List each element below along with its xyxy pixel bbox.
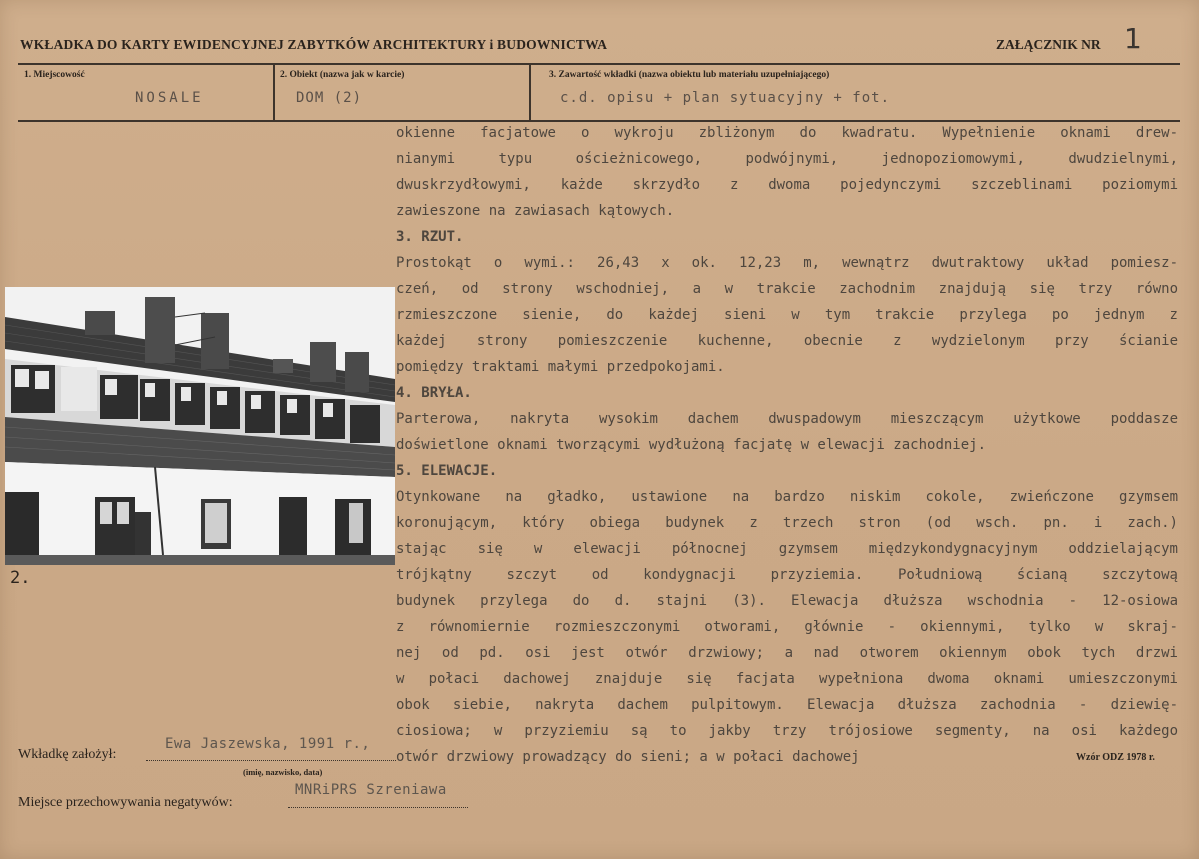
form-code: Wzór ODZ 1978 r. [1076,752,1155,763]
section-heading: 3. RZUT. [396,229,464,245]
text-line: rzmieszczone sienie, do każdej sieni w tym trakcie przylega po jednym z [396,307,1178,323]
building-photo-image [5,287,395,565]
header-rule [18,63,1180,65]
text-line: trójkątny szczyt od kondygnacji przyziemia. Południową ścianą szczytową [396,567,1178,583]
object-label: 2. Obiekt (nazwa jak w karcie) [280,70,405,80]
section-heading: 5. ELEWACJE. [396,463,498,479]
annex-label: ZAŁĄCZNIK NR [996,37,1101,52]
author-hint: (imię, nazwisko, data) [243,767,323,777]
section-heading: 4. BRYŁA. [396,385,472,401]
text-line: okienne facjatowe o wykroju zbliżonym do kwadratu. Wypełnienie oknami drew- [396,125,1178,141]
text-line: z równomiernie rozmieszczonymi otworami, głównie - okiennymi, tylko w skraj- [396,619,1178,635]
text-line: nej od pd. osi jest otwór drzwiowy; a nad otworem okiennym obok tych drzwi [396,645,1178,661]
text-line: obok siebie, nakryta dachem pulpitowym. Elewacja dłuższa zachodnia - dziewię- [396,697,1178,713]
text-line: Prostokąt o wymi.: 26,43 x ok. 12,23 m, wewnątrz dwutraktowy układ pomiesz- [396,255,1178,271]
contents-value: c.d. opisu + plan sytuacyjny + fot. [560,90,891,106]
author-line [146,760,396,761]
text-line: Parterowa, nakryta wysokim dachem dwuspadowym mieszczącym użytkowe poddasze [396,411,1178,427]
form-title: WKŁADKA DO KARTY EWIDENCYJNEJ ZABYTKÓW ARCHITEKTURY i BUDOWNICTWA [20,37,608,52]
text-line: doświetlone oknami tworzącymi wydłużoną facjatę w elewacji zachodniej. [396,437,987,453]
negatives-value: MNRiPRS Szreniawa [295,782,447,798]
contents-label: 3. Zawartość wkładki (nazwa obiektu lub materiału uzupełniającego) [549,70,830,80]
text-line: każdej strony pomieszczenie kuchenne, obecnie z wydzielonym przy ścianie [396,333,1178,349]
locality-value: NOSALE [135,90,204,106]
text-line: otwór drzwiowy prowadzący do sieni; a w połaci dachowej [396,749,860,765]
text-line: nianymi typu ościeżnicowego, podwójnymi, jednopoziomowymi, dwudzielnymi, [396,151,1178,167]
object-value: DOM (2) [296,90,363,106]
text-line: koronującym, który obiega budynek z trzech stron (od wsch. pn. i zach.) [396,515,1178,531]
text-line: w połaci dachowej znajduje się facjata wypełniona dwoma oknami umieszczonymi [396,671,1178,687]
text-line: budynek przylega do d. stajni (3). Elewacja dłuższa wschodnia - 12-osiowa [396,593,1178,609]
field-divider-1 [273,65,275,120]
negatives-label: Miejsce przechowywania negatywów: [18,795,233,810]
text-line: dwuskrzydłowymi, każde skrzydło z dwoma pojedynczymi szczeblinami poziomymi [396,177,1178,193]
field-divider-2 [529,65,531,120]
text-line: Otynkowane na gładko, ustawione na bardzo niskim cokole, zwieńczone gzymsem [396,489,1178,505]
negatives-line [288,807,468,808]
text-line: stając się w elewacji północnej gzymsem międzykondygnacyjnym oddzielającym [396,541,1178,557]
text-line: zawieszone na zawiasach kątowych. [396,203,675,219]
photo-number: 2. [10,568,31,588]
text-line: pomiędzy traktami małymi przedpokojami. [396,359,725,375]
annex-number: 1 [1124,22,1142,55]
author-value: Ewa Jaszewska, 1991 r., [165,736,371,752]
text-line: ciosiowa; w przyziemiu są to jakby trzy trójosiowe segmenty, na osi każdego [396,723,1178,739]
description-text [396,120,1178,770]
text-line: czeń, od strony wschodniej, a w trakcie zachodnim znajdują się trzy równo [396,281,1178,297]
building-photo [5,287,395,565]
locality-label: 1. Miejscowość [24,70,85,80]
author-label: Wkładkę założył: [18,747,117,762]
